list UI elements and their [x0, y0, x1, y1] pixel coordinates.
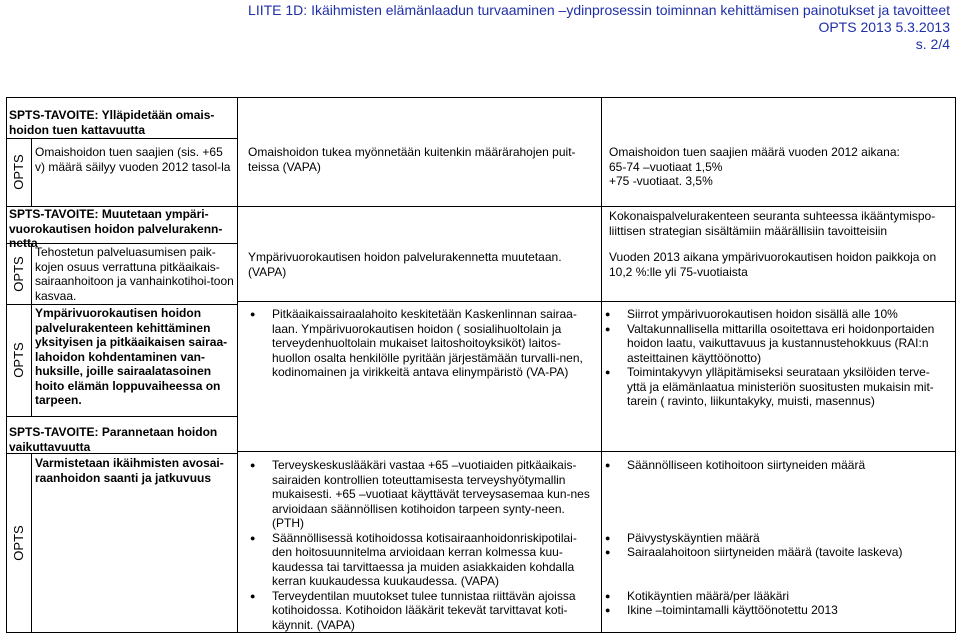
side-label-2: OPTS [10, 255, 26, 292]
goal-2: SPTS-TAVOITE: Muutetaan ympäri-vuorokautisen hoidon palvelurakenn-netta [9, 207, 223, 250]
list-item: ● Siirrot ympärivuorokautisen hoidon sisällä alle 10% [603, 307, 949, 322]
sub-goal-1: Omaishoidon tuen saajien (sis. +65 v) määrä säilyy vuoden 2012 tasol-la [35, 145, 231, 174]
metrics-4 [603, 458, 949, 618]
metrics-2: Kokonaispalvelurakenteen seuranta suhteessa ikääntymispo-liittisen strategian sisältämiin määrällisiin tavoitteisiin Vuoden 2013 aikana ympärivuorokautisen hoidon paikkoja on 10,2 %:lle yli 75-vuotiaista [609, 209, 937, 279]
goal-1: SPTS-TAVOITE: Ylläpidetään omais-hoidon tuen kattavuutta [9, 108, 215, 137]
list-item: ● Pitkäaikaissairaalahoito keskitetään Kaskenlinnan sairaa-laan. Ympärivuorokautisen hoidon ( sosialihuoltolain ja terveydenhuoltolain mukaiset laitoshoitoyksiköt) laitos-huollon osalta henkilölle pyritään järjestämään turvalli-nen, kodinomainen ja virikkeitä antava elinympäristö (VA-PA) [248, 307, 593, 380]
list-item: ● Säännöllisessä kotihoidossa kotisairaanhoidonriskipotilai-den hoitosuunnitelma arvioidaan kerran kolmessa kuu-kaudessa tai tarvittaessa ja muiden asiakkaiden kohdalla kerran kuukaudessa kuukaudessa. (VAPA) [248, 531, 593, 589]
metrics-3 [603, 307, 949, 409]
header-page: s. 2/4 [915, 36, 950, 52]
list-item: ● Valtakunnallisella mittarilla osoitettava eri hoidonportaiden hoidon laatu, vaikuttavuus ja kustannustehokkuus (RAI:n asteittainen käyttöönotto) [603, 322, 949, 366]
sub-goal-3: Ympärivuorokautisen hoidon palvelurakenteen kehittäminen yksityisen ja pitkäaikaisen sairaa-lahoidon kohdentaminen van-huksille, joille sairaalatasoinen hoito elämän loppuvaiheessa on tarpeen. [35, 306, 228, 407]
measures-2: Ympärivuorokautisen hoidon palvelurakennetta muutetaan. (VAPA) [248, 250, 562, 279]
list-item: ● Toimintakyvyn ylläpitämiseksi seurataan yksilöiden terve-yttä ja elämänlaatua ministeriön suositusten mukaisin mit-tarein ( ravinto, liikuntakyky, muisti, masennus) [603, 365, 949, 409]
side-label-1: OPTS [10, 154, 26, 190]
measures-3 [248, 307, 593, 380]
list-item: ● Kotikäyntien määrä/per lääkäri [603, 589, 949, 604]
list-item: ● Terveydentilan muutokset tulee tunnistaa riittävän ajoissa kotihoidossa. Kotihoidon lääkärit tekevät tarvittavat koti-käynnit. (VAPA) [248, 589, 593, 633]
sub-goal-2: Tehostetun palveluasumisen paik-kojen osuus verrattuna pitkäaikais-sairaanhoitoon ja vanhainkotihoi-toon kasvaa. [35, 245, 234, 303]
goals-table [6, 97, 956, 633]
list-item: ● Ikine –toimintamalli käyttöönotettu 2013 [603, 603, 949, 618]
header-title: LIITE 1D: Ikäihmisten elämänlaadun turvaaminen –ydinprosessin toiminnan kehittämisen painotukset ja tavoitteet [248, 2, 950, 18]
side-label-3: OPTS [10, 342, 26, 378]
list-item: ● Terveyskeskuslääkäri vastaa +65 –vuotiaiden pitkäaikais-sairaiden kontrollien toteuttamisesta terveyshyötymallin mukaisesti. +65 –vuotiaat käyttävät terveysasemaa kun-nes arvioidaan säännöllisen kotihoidon tarpeen synty-neen. (PTH) [248, 458, 593, 531]
list-item: ● Säännölliseen kotihoitoon siirtyneiden määrä [603, 458, 949, 473]
list-item: ● Päivystyskäyntien määrä [603, 531, 949, 546]
metrics-1: Omaishoidon tuen saajien määrä vuoden 2012 aikana: 65-74 –vuotiaat 1,5% +75 -vuotiaat. 3,5% [609, 145, 900, 188]
document-header [248, 2, 950, 53]
sub-goal-4: Varmistetaan ikäihmisten avosai-raanhoidon saanti ja jatkuvuus [35, 456, 224, 485]
list-item: ● Sairaalahoitoon siirtyneiden määrä (tavoite laskeva) [603, 545, 949, 560]
measures-4 [248, 458, 593, 632]
header-date: OPTS 2013 5.3.2013 [818, 19, 950, 35]
measures-1: Omaishoidon tukea myönnetään kuitenkin määrärahojen puit-teissa (VAPA) [248, 145, 576, 174]
goal-4: SPTS-TAVOITE: Parannetaan hoidon vaikuttavuutta [9, 425, 218, 454]
side-label-4: OPTS [10, 524, 26, 561]
